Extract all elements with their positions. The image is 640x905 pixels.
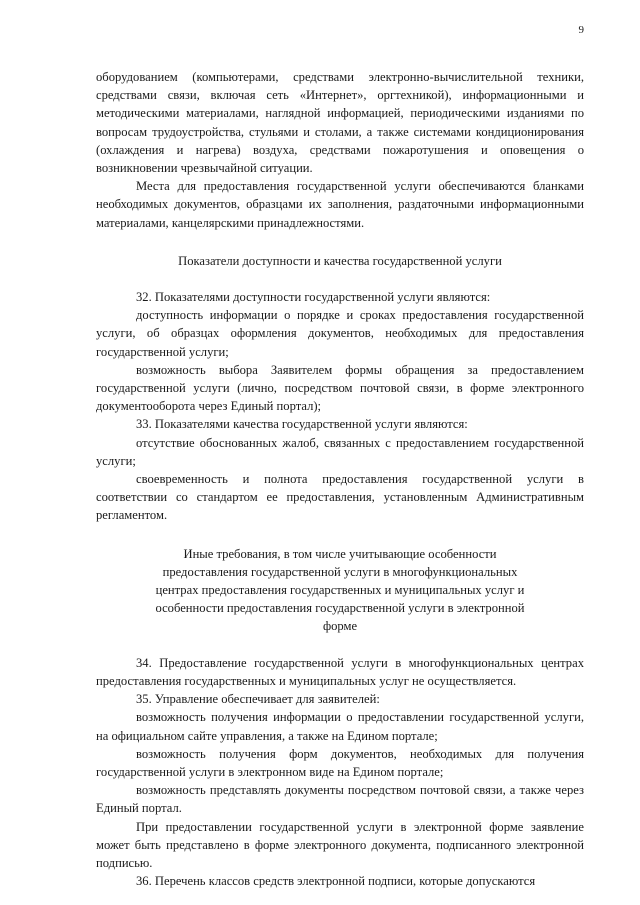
paragraph-info-website: возможность получения информации о предоставлении государственной услуги, на официальном сайте управления, а также на Едином портале;: [96, 710, 584, 743]
paragraph-info-availability: доступность информации о порядке и сроках предоставления государственной услуги, об образцах оформления документов, необходимых для предоставления государственной услуги;: [96, 308, 584, 359]
section-heading-accessibility-quality: Показатели доступности и качества государственной услуги: [178, 253, 502, 268]
paragraph-submit-documents: возможность представлять документы посредством почтовой связи, а также через Единый портал.: [96, 783, 584, 816]
spacer: [96, 232, 584, 252]
paragraph-places-supplies: Места для предоставления государственной услуги обеспечиваются бланками необходимых документов, образцами их заполнения, раздаточными информационными материалами, канцелярскими принадлежностями.: [96, 179, 584, 230]
paragraph-item-34: 34. Предоставление государственной услуги в многофункциональных центрах предоставления государственных и муниципальных услуг не осуществляется.: [96, 655, 584, 688]
page-body: [96, 68, 584, 890]
paragraph-forms-electronic: возможность получения форм документов, необходимых для получения государственной услуги в электронном виде на Едином портале;: [96, 746, 584, 779]
section-heading-other-requirements: Иные требования, в том числе учитывающие особенности предоставления государственной услуги в многофункциональных центрах предоставления государственных и муниципальных услуг и особенности предоставления государственной услуги в электронной форме: [155, 546, 525, 634]
spacer: [96, 525, 584, 545]
paragraph-form-choice: возможность выбора Заявителем формы обращения за предоставлением государственной услуги (лично, посредством почтовой связи, в форме электронного документооборота через Единый портал);: [96, 362, 584, 414]
paragraph-timeliness: своевременность и полнота предоставления государственной услуги в соответствии со стандартом ее предоставления, установленным Административным регламентом.: [96, 472, 584, 523]
paragraph-electronic-signature: При предоставлении государственной услуги в электронной форме заявление может быть представлено в форме электронного документа, подписанного электронной подписью.: [96, 819, 584, 870]
spacer: [96, 270, 584, 288]
spacer: [96, 636, 584, 654]
paragraph-item-33: 33. Показателями качества государственной услуги являются:: [136, 417, 468, 432]
paragraph-no-complaints: отсутствие обоснованных жалоб, связанных с предоставлением государственной услуги;: [96, 435, 584, 468]
paragraph-item-36: 36. Перечень классов средств электронной подписи, которые допускаются: [136, 874, 536, 889]
paragraph-item-35: 35. Управление обеспечивает для заявителей:: [136, 692, 380, 707]
page-number: 9: [578, 24, 584, 36]
paragraph-item-32: 32. Показателями доступности государственной услуги являются:: [136, 290, 491, 305]
paragraph-equipment-list: оборудованием (компьютерами, средствами электронно-вычислительной техники, средствами связи, включая сеть «Интернет», оргтехникой), информационными и методическими материалами, наглядной информацией, периодическими изданиями по вопросам трудоустройства, стульями и столами, а также системами кондиционирования (охлаждения и нагрева) воздуха, средствами пожаротушения и оповещения о возникновении чрезвычайной ситуации.: [96, 70, 584, 176]
